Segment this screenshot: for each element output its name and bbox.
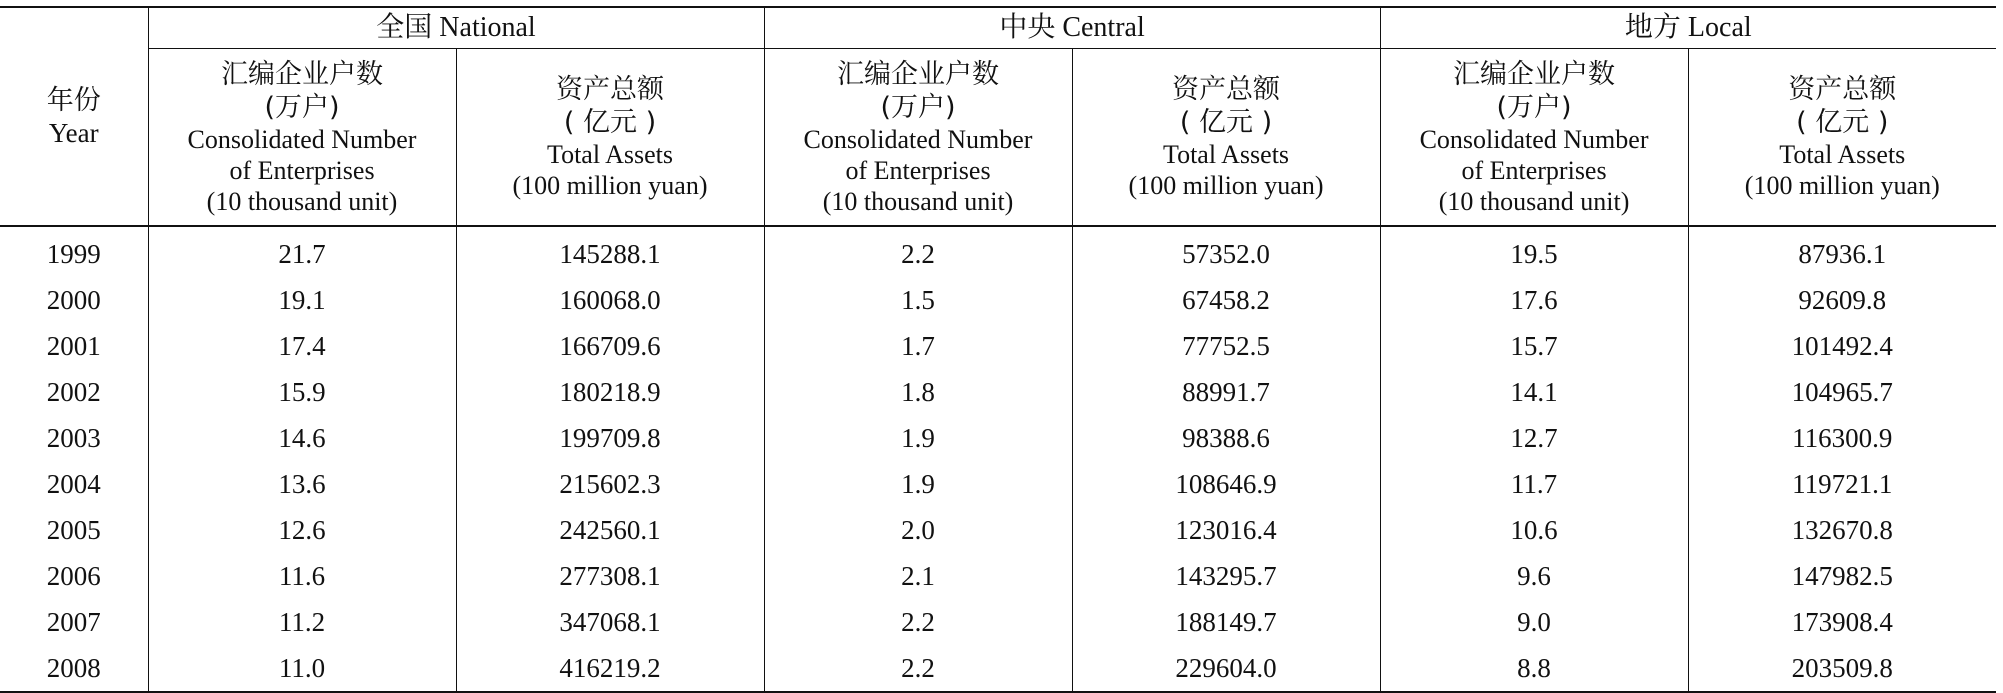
national-number-cell: 14.6 <box>148 415 456 461</box>
national-assets-cell: 199709.8 <box>456 415 764 461</box>
national-number-header: 汇编企业户数 (万户) Consolidated Number of Enterprises (10 thousand unit) <box>148 49 456 227</box>
national-assets-cell: 160068.0 <box>456 277 764 323</box>
group-header-central: 中央 Central <box>764 7 1380 49</box>
central-assets-cell: 108646.9 <box>1072 461 1380 507</box>
local-number-cell: 8.8 <box>1380 645 1688 692</box>
central-number-cell: 1.9 <box>764 461 1072 507</box>
national-number-cell: 17.4 <box>148 323 456 369</box>
central-assets-cell: 229604.0 <box>1072 645 1380 692</box>
year-cell: 2008 <box>0 645 148 692</box>
central-assets-cell: 67458.2 <box>1072 277 1380 323</box>
central-assets-cell: 77752.5 <box>1072 323 1380 369</box>
year-header-cn: 年份 <box>46 84 101 116</box>
central-assets-cell: 88991.7 <box>1072 369 1380 415</box>
table-body <box>0 226 1996 692</box>
central-assets-cell: 57352.0 <box>1072 226 1380 277</box>
table-row <box>0 323 1996 369</box>
table-row <box>0 277 1996 323</box>
local-assets-cell: 119721.1 <box>1688 461 1996 507</box>
year-cell: 2003 <box>46 423 101 453</box>
central-assets-cell: 123016.4 <box>1072 507 1380 553</box>
table-header <box>0 7 1996 226</box>
local-number-cell: 11.7 <box>1380 461 1688 507</box>
central-number-cell: 1.7 <box>764 323 1072 369</box>
central-number-cell: 2.2 <box>764 599 1072 645</box>
national-assets-cell: 242560.1 <box>456 507 764 553</box>
central-number-cell: 1.9 <box>764 415 1072 461</box>
local-number-cell: 9.0 <box>1380 599 1688 645</box>
central-assets-cell: 188149.7 <box>1072 599 1380 645</box>
national-assets-header: 资产总额 ( 亿元 ) Total Assets (100 million yuan) <box>456 49 764 227</box>
table-row <box>0 415 1996 461</box>
local-assets-cell: 101492.4 <box>1688 323 1996 369</box>
local-number-cell: 12.7 <box>1380 415 1688 461</box>
national-number-cell: 13.6 <box>148 461 456 507</box>
local-number-cell: 14.1 <box>1380 369 1688 415</box>
table-row <box>0 226 1996 277</box>
year-cell: 2000 <box>46 285 101 315</box>
table-row <box>0 553 1996 599</box>
year-cell: 2004 <box>46 469 101 499</box>
table-row <box>0 461 1996 507</box>
national-number-cell: 21.7 <box>148 226 456 277</box>
national-assets-cell: 347068.1 <box>456 599 764 645</box>
group-header-local: 地方 Local <box>1380 7 1996 49</box>
year-cell: 2005 <box>46 515 101 545</box>
central-assets-header: 资产总额 ( 亿元 ) Total Assets (100 million yuan) <box>1072 49 1380 227</box>
central-number-header: 汇编企业户数 (万户) Consolidated Number of Enterprises (10 thousand unit) <box>764 49 1072 227</box>
central-number-cell: 2.0 <box>764 507 1072 553</box>
local-assets-header: 资产总额 ( 亿元 ) Total Assets (100 million yuan) <box>1688 49 1996 227</box>
year-cell: 2002 <box>46 377 101 407</box>
year-column-header <box>0 7 148 226</box>
local-assets-cell: 132670.8 <box>1688 507 1996 553</box>
national-assets-cell: 145288.1 <box>456 226 764 277</box>
table-row <box>0 645 1996 692</box>
local-assets-cell: 104965.7 <box>1688 369 1996 415</box>
national-number-cell: 19.1 <box>148 277 456 323</box>
central-number-cell: 2.2 <box>764 226 1072 277</box>
year-cell: 1999 <box>46 239 101 269</box>
table-row <box>0 599 1996 645</box>
enterprise-assets-table <box>0 6 1996 693</box>
group-header-row <box>0 7 1996 49</box>
central-number-cell: 2.1 <box>764 553 1072 599</box>
national-number-cell: 11.2 <box>148 599 456 645</box>
local-assets-cell: 87936.1 <box>1688 226 1996 277</box>
national-assets-cell: 180218.9 <box>456 369 764 415</box>
table-row <box>0 507 1996 553</box>
local-number-header: 汇编企业户数 (万户) Consolidated Number of Enterprises (10 thousand unit) <box>1380 49 1688 227</box>
local-assets-cell: 147982.5 <box>1688 553 1996 599</box>
central-number-cell: 2.2 <box>764 645 1072 692</box>
local-number-cell: 17.6 <box>1380 277 1688 323</box>
central-assets-cell: 98388.6 <box>1072 415 1380 461</box>
local-number-cell: 19.5 <box>1380 226 1688 277</box>
year-header-en: Year <box>48 117 99 148</box>
year-cell: 2001 <box>46 331 101 361</box>
national-number-cell: 12.6 <box>148 507 456 553</box>
national-assets-cell: 416219.2 <box>456 645 764 692</box>
table-row <box>0 369 1996 415</box>
column-header-row <box>0 49 1996 227</box>
year-cell: 2007 <box>46 607 101 637</box>
local-number-cell: 15.7 <box>1380 323 1688 369</box>
local-assets-cell: 203509.8 <box>1688 645 1996 692</box>
year-cell: 2006 <box>46 561 101 591</box>
local-number-cell: 9.6 <box>1380 553 1688 599</box>
national-assets-cell: 215602.3 <box>456 461 764 507</box>
national-number-cell: 15.9 <box>148 369 456 415</box>
local-number-cell: 10.6 <box>1380 507 1688 553</box>
national-number-cell: 11.0 <box>148 645 456 692</box>
central-number-cell: 1.5 <box>764 277 1072 323</box>
group-header-national: 全国 National <box>148 7 764 49</box>
local-assets-cell: 92609.8 <box>1688 277 1996 323</box>
local-assets-cell: 173908.4 <box>1688 599 1996 645</box>
national-assets-cell: 166709.6 <box>456 323 764 369</box>
central-number-cell: 1.8 <box>764 369 1072 415</box>
central-assets-cell: 143295.7 <box>1072 553 1380 599</box>
local-assets-cell: 116300.9 <box>1688 415 1996 461</box>
national-number-cell: 11.6 <box>148 553 456 599</box>
national-assets-cell: 277308.1 <box>456 553 764 599</box>
